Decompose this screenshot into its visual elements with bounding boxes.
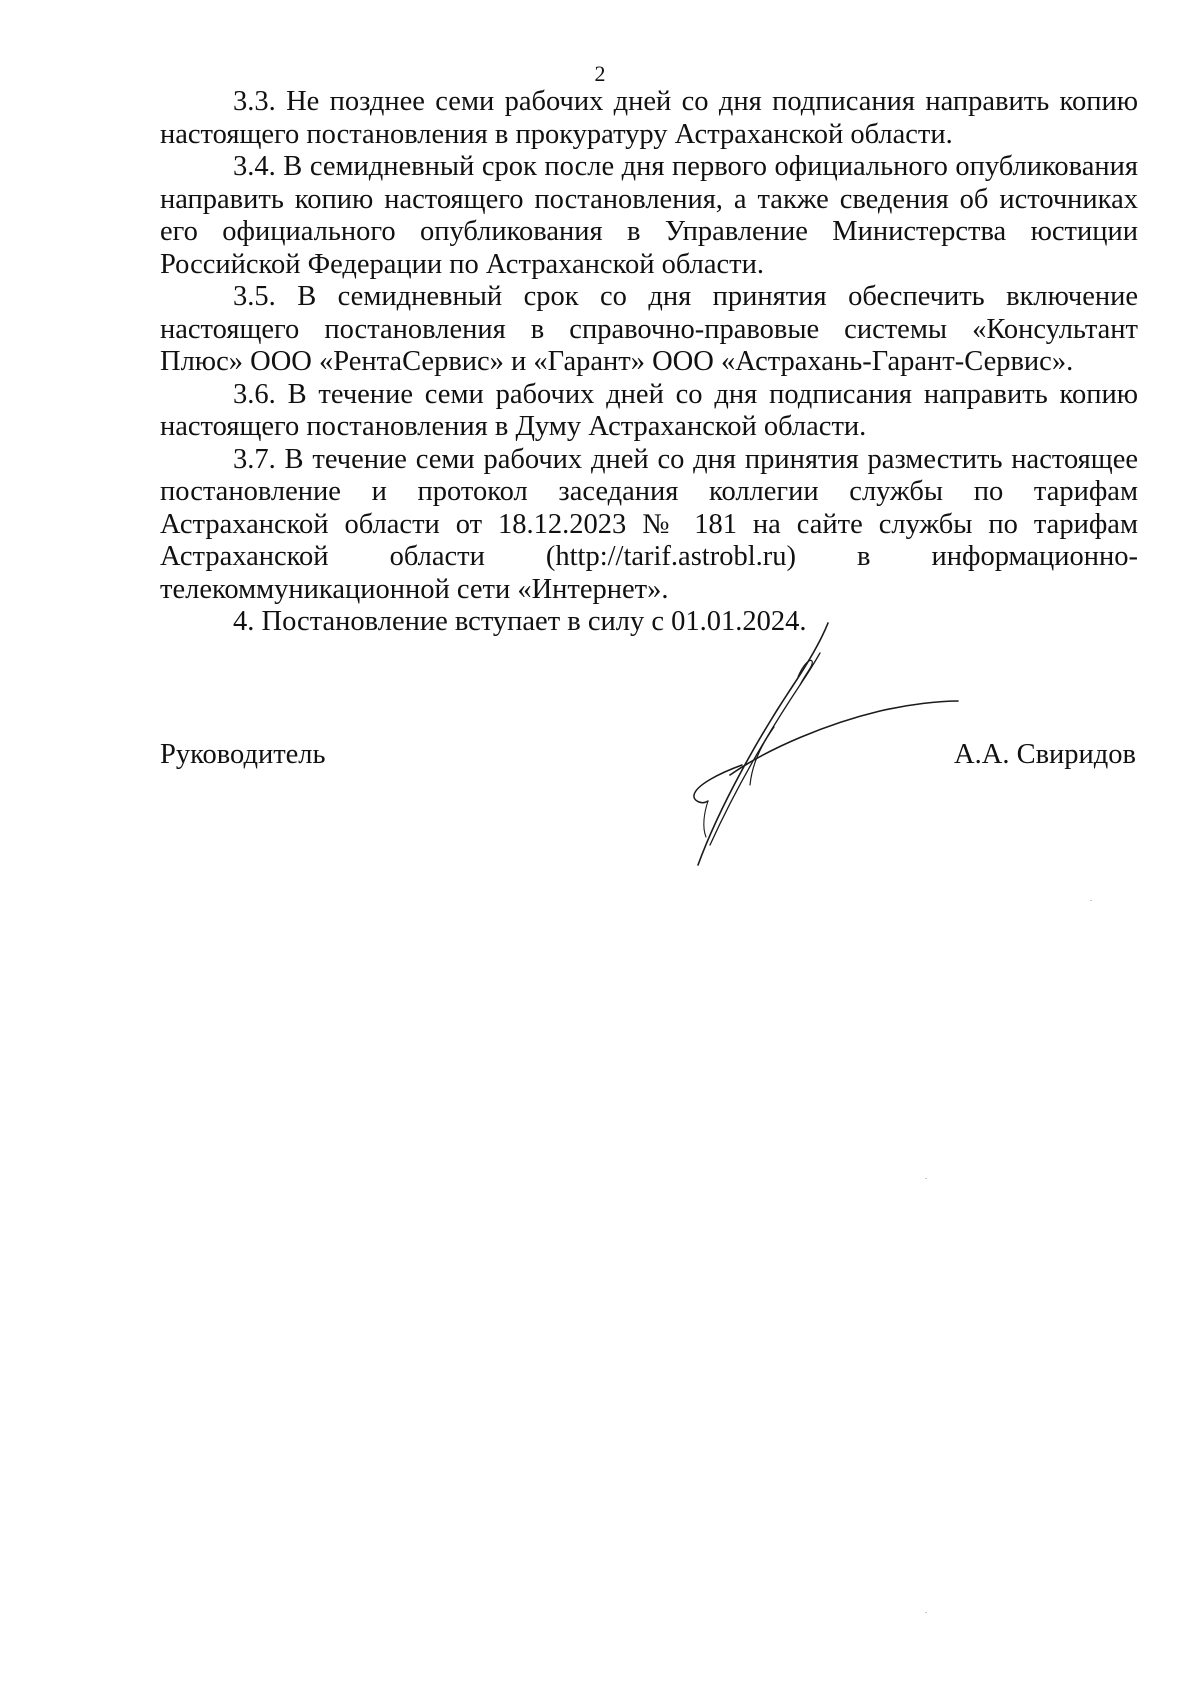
signatory-title: Руководитель	[160, 739, 326, 770]
paragraph-3-5: 3.5. В семидневный срок со дня принятия обеспечить включение настоящего постановления в справочно-правовые системы «Консультант Плюс» ООО «РентаСервис» и «Гарант» ООО «Астрахань-Гарант-Сервис».	[160, 281, 1138, 377]
paragraph-4: 4. Постановление вступает в силу с 01.01.2024.	[233, 606, 807, 637]
paragraph-3-6: 3.6. В течение семи рабочих дней со дня подписания направить копию настоящего постановления в Думу Астраханской области.	[160, 378, 1138, 442]
scan-speck	[925, 1178, 927, 1179]
scan-speck	[1090, 900, 1092, 901]
handwritten-signature	[690, 615, 960, 875]
signatory-name: А.А. Свиридов	[954, 739, 1136, 770]
paragraph-3-7: 3.7. В течение семи рабочих дней со дня принятия разместить настоящее постановление и протокол заседания коллегии службы по тарифам Астраханской области от 18.12.2023 № 181 на сайте службы по тарифам Астраханской области (http://tarif.astrobl.ru) в информационно-телекоммуникационной сети «Интернет».	[160, 443, 1138, 605]
paragraph-3-4: 3.4. В семидневный срок после дня первого официального опубликования направить копию настоящего постановления, а также сведения об источниках его официального опубликования в Управление Министерства юстиции Российской Федерации по Астраханской области.	[160, 151, 1138, 280]
page-number: 2	[594, 61, 606, 86]
paragraph-3-3: 3.3. Не позднее семи рабочих дней со дня подписания направить копию настоящего постановления в прокуратуру Астраханской области.	[160, 86, 1138, 150]
document-body	[160, 86, 1138, 639]
scan-speck	[925, 1612, 927, 1613]
